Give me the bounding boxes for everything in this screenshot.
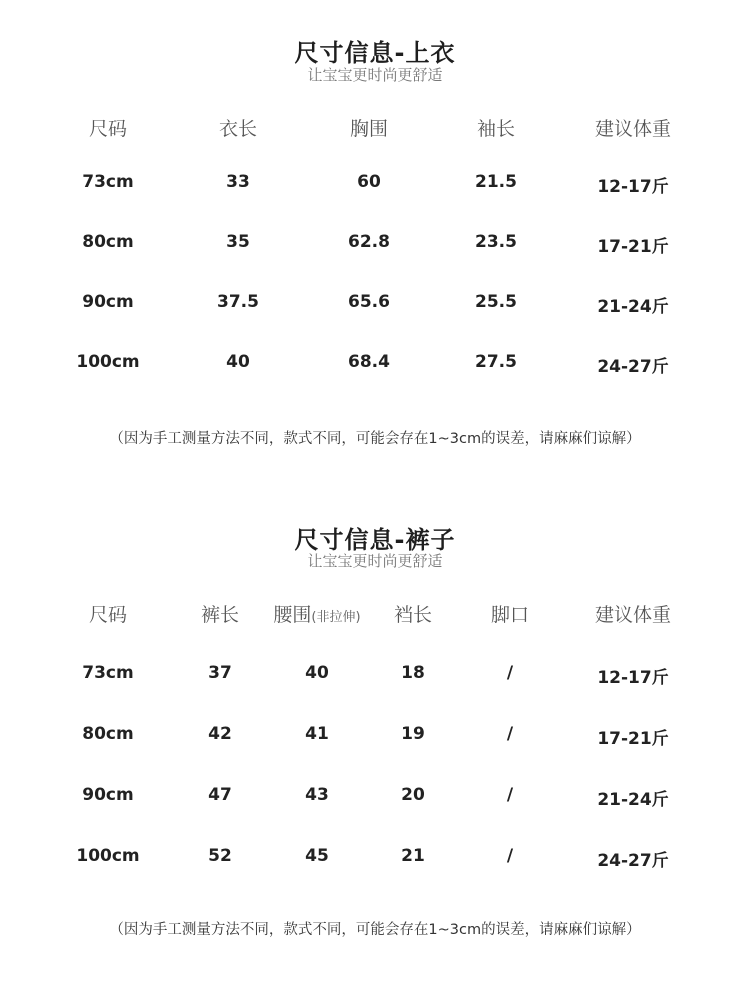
table-cell: 73cm xyxy=(82,663,134,683)
table-cell: 27.5 xyxy=(475,352,517,372)
table-cell: 62.8 xyxy=(348,232,390,252)
top-size-title: 尺寸信息-上衣 xyxy=(294,39,456,67)
table-cell: 21-24斤 xyxy=(597,790,669,810)
header-sleeve: 袖长 xyxy=(476,118,516,140)
top-size-section xyxy=(0,0,750,470)
header-hem: 脚口 xyxy=(490,604,530,626)
table-cell: 42 xyxy=(208,724,232,744)
table-cell: 80cm xyxy=(82,724,134,744)
table-cell: 23.5 xyxy=(475,232,517,252)
table-cell: 43 xyxy=(305,785,329,805)
table-cell: 17-21斤 xyxy=(597,237,669,257)
header-rise: 裆长 xyxy=(393,604,433,626)
table-cell: 45 xyxy=(305,846,329,866)
table-cell: 33 xyxy=(226,172,250,192)
table-cell: 12-17斤 xyxy=(597,668,669,688)
header-pants-length: 裤长 xyxy=(200,604,240,626)
table-cell: 90cm xyxy=(82,292,134,312)
header-chest: 胸围 xyxy=(349,118,389,140)
table-cell: 90cm xyxy=(82,785,134,805)
header-weight: 建议体重 xyxy=(594,604,672,626)
table-cell: 17-21斤 xyxy=(597,729,669,749)
top-size-subtitle: 让宝宝更时尚更舒适 xyxy=(307,66,443,84)
table-cell: 80cm xyxy=(82,232,134,252)
table-cell: / xyxy=(506,663,514,683)
pants-size-section xyxy=(0,490,750,960)
header-length: 衣长 xyxy=(218,118,258,140)
table-cell: 24-27斤 xyxy=(597,851,669,871)
table-cell: 12-17斤 xyxy=(597,177,669,197)
top-footnote: （因为手工测量方法不同，款式不同，可能会存在1~3cm的误差，请麻麻们谅解） xyxy=(109,431,641,447)
table-cell: 25.5 xyxy=(475,292,517,312)
table-cell: 37.5 xyxy=(217,292,259,312)
table-cell: 37 xyxy=(208,663,232,683)
header-waist-label: 腰围 xyxy=(273,604,312,626)
header-size: 尺码 xyxy=(88,118,128,140)
header-weight: 建议体重 xyxy=(594,118,672,140)
table-cell: 18 xyxy=(401,663,425,683)
table-cell: 20 xyxy=(401,785,425,805)
header-size: 尺码 xyxy=(88,604,128,626)
header-waist-note: (非拉伸) xyxy=(311,610,361,625)
pants-footnote: （因为手工测量方法不同，款式不同，可能会存在1~3cm的误差，请麻麻们谅解） xyxy=(109,922,641,938)
table-cell: 68.4 xyxy=(348,352,390,372)
table-cell: 40 xyxy=(226,352,250,372)
table-cell: 21-24斤 xyxy=(597,297,669,317)
table-cell: 21.5 xyxy=(475,172,517,192)
table-cell: 100cm xyxy=(76,846,140,866)
table-cell: / xyxy=(506,785,514,805)
table-cell: 100cm xyxy=(76,352,140,372)
table-cell: 65.6 xyxy=(348,292,390,312)
table-cell: 24-27斤 xyxy=(597,357,669,377)
header-waist xyxy=(273,600,360,627)
pants-size-subtitle: 让宝宝更时尚更舒适 xyxy=(307,552,443,570)
table-cell: 35 xyxy=(226,232,250,252)
table-cell: 21 xyxy=(401,846,425,866)
table-cell: 47 xyxy=(208,785,232,805)
table-cell: / xyxy=(506,846,514,866)
table-cell: 41 xyxy=(305,724,329,744)
pants-size-title: 尺寸信息-裤子 xyxy=(294,526,456,554)
table-cell: / xyxy=(506,724,514,744)
table-cell: 73cm xyxy=(82,172,134,192)
table-cell: 60 xyxy=(357,172,381,192)
table-cell: 52 xyxy=(208,846,232,866)
table-cell: 40 xyxy=(305,663,329,683)
table-cell: 19 xyxy=(401,724,425,744)
